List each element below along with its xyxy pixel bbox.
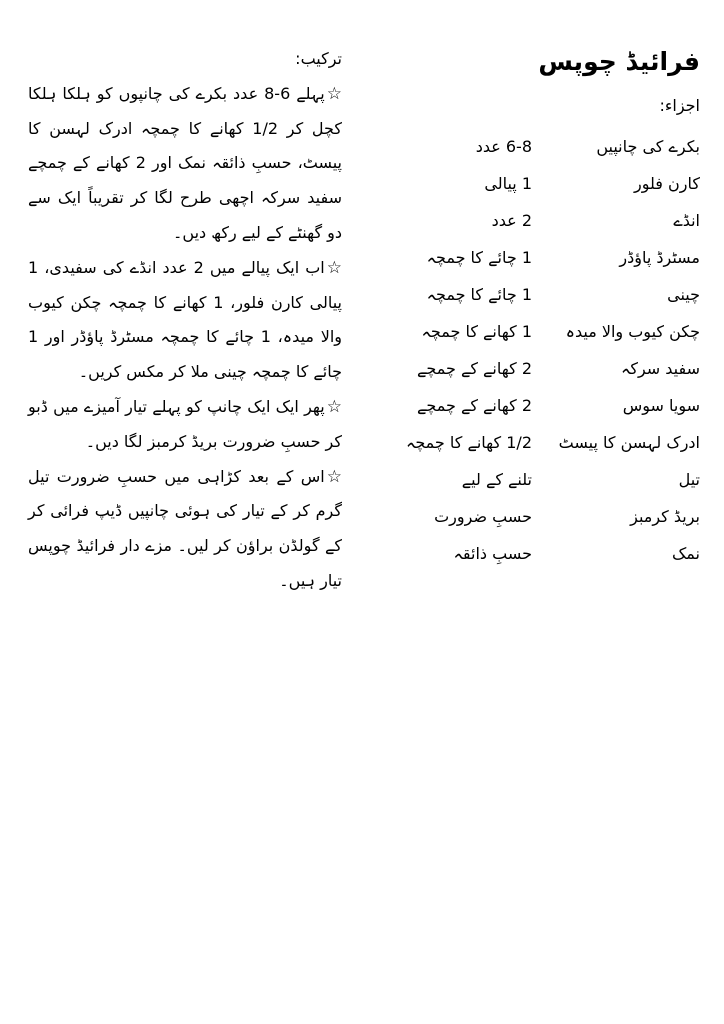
ingredient-qty: 1 چائے کا چمچہ [426, 285, 532, 304]
ingredient-qty: 1 کھانے کا چمچہ [421, 322, 532, 341]
method-step-2 [28, 251, 342, 390]
ingredient-row [354, 165, 700, 202]
star-bullet-icon: ☆ [326, 396, 342, 417]
ingredient-qty: 2 کھانے کے چمچے [417, 396, 532, 415]
method-step-2-text: اب ایک پیالے میں 2 عدد انڈے کی سفیدی، 1 پیالی کارن فلور، 1 کھانے کا چمچہ چکن کیوب والا میدہ، 1 چائے کا چمچہ مسٹرڈ پاؤڈر اور 1 چائے کا چمچہ چینی ملا کر مکس کریں۔ [28, 257, 342, 382]
ingredient-name: مسٹرڈ پاؤڈر [619, 248, 700, 267]
star-bullet-icon: ☆ [326, 83, 342, 104]
ingredient-qty: تلنے کے لیے [461, 470, 532, 489]
ingredient-name: سویا سوس [622, 396, 700, 415]
ingredient-name: انڈے [673, 211, 700, 230]
ingredients-heading: اجزاء: [659, 96, 700, 115]
ingredient-row [354, 461, 700, 498]
ingredients-list [354, 128, 700, 572]
ingredient-name: تیل [678, 470, 700, 489]
ingredient-name: چینی [667, 285, 700, 304]
ingredient-name: بریڈ کرمبز [630, 507, 700, 526]
ingredient-qty: 6-8 عدد [475, 137, 532, 156]
ingredient-row [354, 202, 700, 239]
ingredient-row [354, 313, 700, 350]
ingredient-qty: حسبِ ذائقہ [453, 544, 532, 563]
star-bullet-icon: ☆ [326, 466, 342, 487]
ingredient-qty: حسبِ ضرورت [434, 507, 532, 526]
method-step-3-text: پھر ایک ایک چانپ کو پہلے تیار آمیزے میں ڈبو کر حسبِ ضرورت بریڈ کرمبز لگا دیں۔ [28, 396, 342, 451]
ingredient-qty: 2 عدد [491, 211, 532, 230]
method-column [28, 42, 342, 599]
method-step-4 [28, 460, 342, 599]
ingredient-row [354, 424, 700, 461]
method-heading: ترکیب: [295, 49, 342, 68]
ingredient-row [354, 239, 700, 276]
ingredient-name: ادرک لہسن کا پیسٹ [558, 433, 700, 452]
method-step-4-text: اس کے بعد کڑاہی میں حسبِ ضرورت تیل گرم کر کے تیار کی ہوئی چانپیں ڈیپ فرائی کر کے گولڈن براؤن کر لیں۔ مزے دار فرائیڈ چوپس تیار ہیں۔ [28, 466, 342, 590]
method-step-1-text: پہلے 6-8 عدد بکرے کی چانپوں کو ہلکا ہلکا کچل کر 1/2 کھانے کا چمچہ ادرک لہسن کا پیسٹ، حسبِ ذائقہ نمک اور 2 کھانے کے چمچے سفید سرکہ اچھی طرح لگا کر تقریباً ایک سے دو گھنٹے کے لیے رکھ دیں۔ [28, 83, 342, 242]
ingredient-row [354, 535, 700, 572]
ingredient-name: بکرے کی چانپیں [596, 137, 700, 156]
ingredient-name: نمک [671, 544, 700, 563]
ingredient-qty: 1 چائے کا چمچہ [426, 248, 532, 267]
ingredient-row [354, 387, 700, 424]
method-step-3 [28, 390, 342, 460]
ingredient-row [354, 498, 700, 535]
recipe-title: فرائیڈ چوپس [538, 47, 700, 76]
ingredient-row [354, 128, 700, 165]
ingredient-name: کارن فلور [634, 174, 700, 193]
ingredients-column [354, 0, 700, 572]
ingredient-name: سفید سرکہ [620, 359, 700, 378]
ingredient-qty: 1/2 کھانے کا چمچہ [405, 433, 532, 452]
ingredient-qty: 2 کھانے کے چمچے [417, 359, 532, 378]
ingredient-row [354, 276, 700, 313]
star-bullet-icon: ☆ [326, 257, 342, 278]
ingredient-qty: 1 پیالی [484, 174, 532, 193]
ingredient-row [354, 350, 700, 387]
method-step-1 [28, 77, 342, 251]
ingredient-name: چکن کیوب والا میدہ [565, 322, 700, 341]
